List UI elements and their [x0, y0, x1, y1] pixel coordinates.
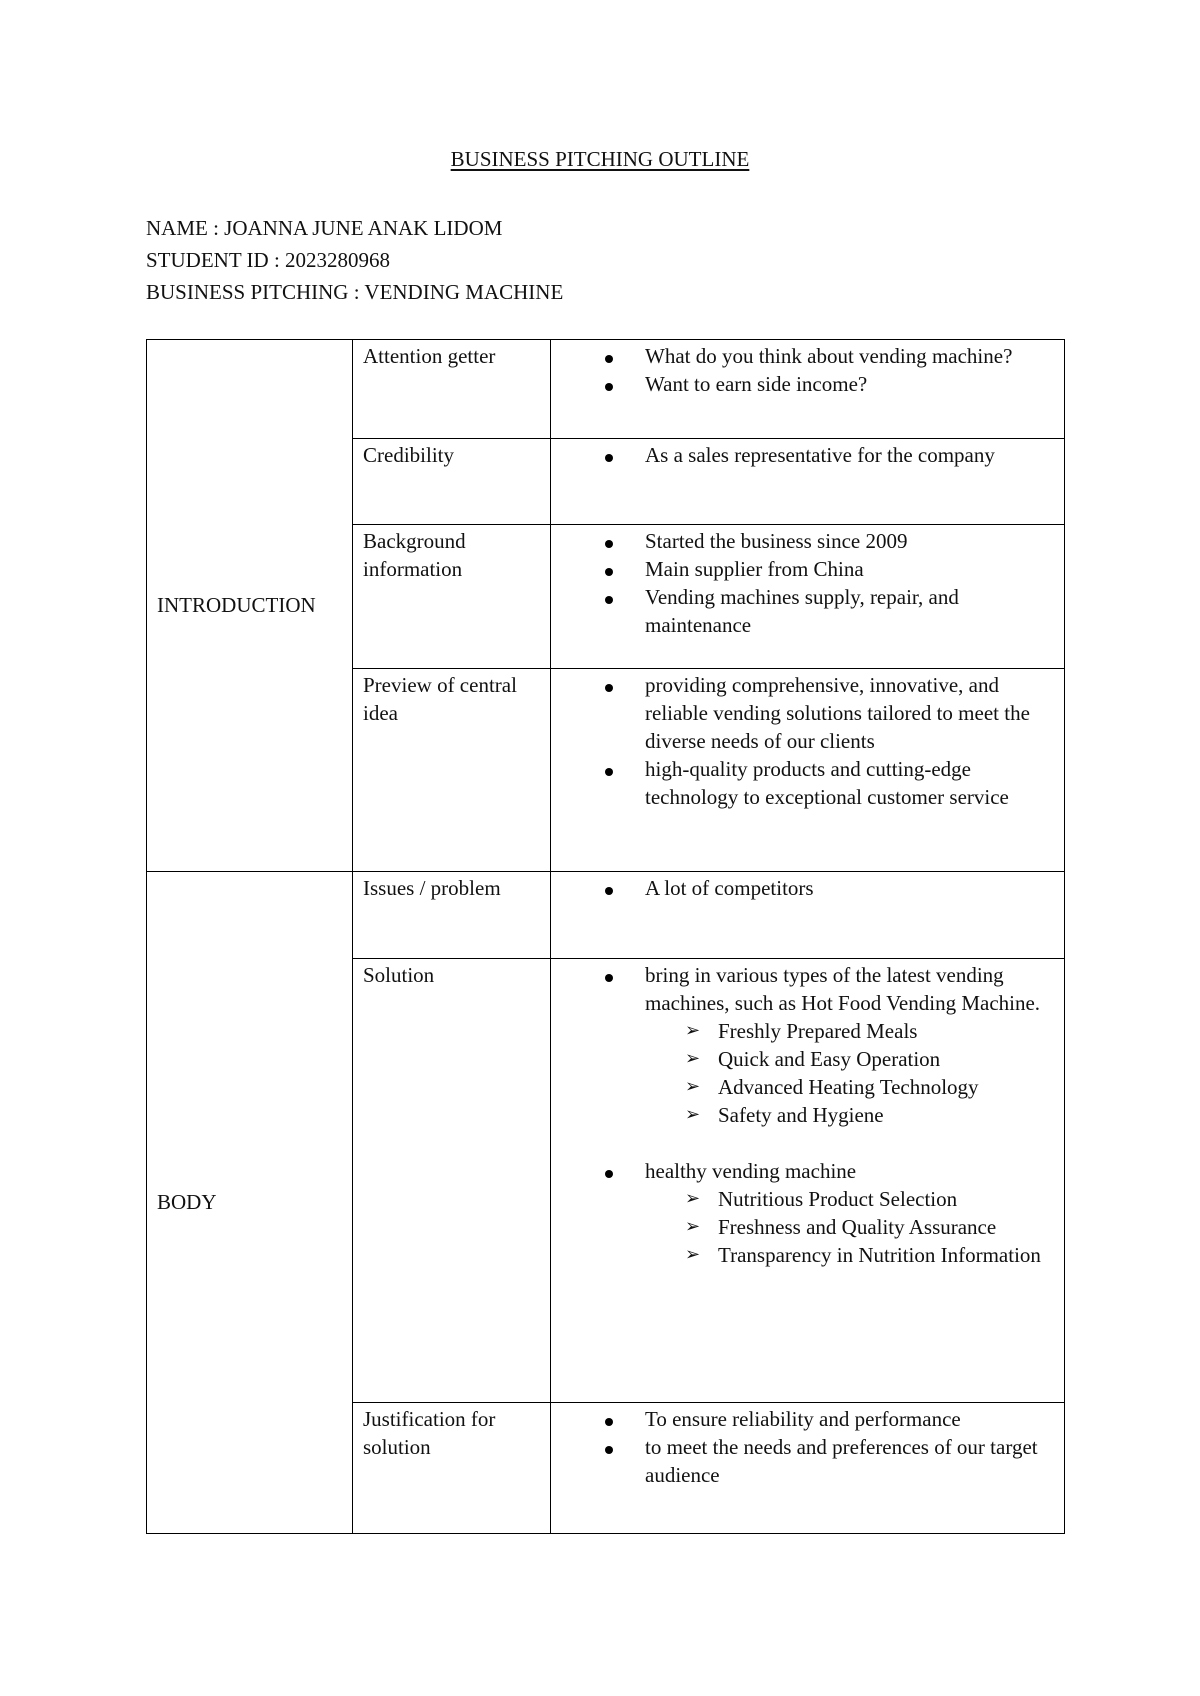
- content-solution: [551, 959, 1065, 1403]
- section-introduction: INTRODUCTION: [147, 340, 353, 872]
- student-info: [146, 212, 563, 308]
- row-issues-problem: [147, 872, 1065, 959]
- label-preview-central-idea: Preview of central idea: [353, 669, 551, 872]
- section-body: BODY: [147, 872, 353, 1534]
- arrow-bullet-icon: ➢: [685, 1104, 701, 1125]
- bullet-icon: [605, 684, 613, 692]
- list-item: high-quality products and cutting-edge technology to exceptional customer service: [561, 755, 1054, 811]
- arrow-bullet-icon: ➢: [685, 1048, 701, 1069]
- sub-list-item: ➢ Quick and Easy Operation: [685, 1047, 941, 1071]
- bullet-icon: [605, 355, 613, 363]
- list-item: bring in various types of the latest vending machines, such as Hot Food Vending Machine. ➢ Freshly Prepared Meals ➢ Quick and Easy Operation ➢ Advanced Heating Technology ➢ Safety and Hygiene: [561, 961, 1054, 1129]
- label-credibility: Credibility: [353, 439, 551, 525]
- sub-list-item: ➢ Freshly Prepared Meals: [685, 1019, 918, 1043]
- list-item: to meet the needs and preferences of our target audience: [561, 1433, 1054, 1489]
- list-item: providing comprehensive, innovative, and reliable vending solutions tailored to meet the diverse needs of our clients: [561, 671, 1054, 755]
- list-item: As a sales representative for the company: [561, 441, 1054, 469]
- arrow-bullet-icon: ➢: [685, 1216, 701, 1237]
- outline-table: [146, 339, 1065, 1534]
- content-issues-problem: [551, 872, 1065, 959]
- pitching-topic: BUSINESS PITCHING : VENDING MACHINE: [146, 280, 564, 304]
- sub-list-item: ➢ Transparency in Nutrition Information: [685, 1243, 1041, 1267]
- arrow-bullet-icon: ➢: [685, 1020, 701, 1041]
- content-preview-central-idea: [551, 669, 1065, 872]
- list-item: Started the business since 2009: [561, 527, 1054, 555]
- bullet-icon: [605, 454, 613, 462]
- label-attention-getter: Attention getter: [353, 340, 551, 439]
- row-attention-getter: [147, 340, 1065, 439]
- document-title-text: BUSINESS PITCHING OUTLINE: [450, 147, 750, 171]
- arrow-bullet-icon: ➢: [685, 1188, 701, 1209]
- label-background-information: Background information: [353, 525, 551, 669]
- list-item: Vending machines supply, repair, and maintenance: [561, 583, 1054, 639]
- bullet-icon: [605, 596, 613, 604]
- content-background-information: [551, 525, 1065, 669]
- spacer: [561, 1129, 1054, 1157]
- list-item: To ensure reliability and performance: [561, 1405, 1054, 1433]
- bullet-icon: [605, 540, 613, 548]
- list-item: Want to earn side income?: [561, 370, 1054, 398]
- content-credibility: [551, 439, 1065, 525]
- bullet-icon: [605, 383, 613, 391]
- student-name: NAME : JOANNA JUNE ANAK LIDOM: [146, 216, 503, 240]
- bullet-icon: [605, 1446, 613, 1454]
- arrow-bullet-icon: ➢: [685, 1244, 701, 1265]
- bullet-icon: [605, 887, 613, 895]
- sub-list-item: ➢ Advanced Heating Technology: [685, 1075, 979, 1099]
- bullet-icon: [605, 974, 613, 982]
- list-item: A lot of competitors: [561, 874, 1054, 902]
- list-item: Main supplier from China: [561, 555, 1054, 583]
- content-justification: [551, 1403, 1065, 1534]
- label-justification: Justification for solution: [353, 1403, 551, 1534]
- sub-list-item: ➢ Freshness and Quality Assurance: [685, 1215, 997, 1239]
- sub-list-item: ➢ Safety and Hygiene: [685, 1103, 884, 1127]
- document-title: [0, 146, 1200, 172]
- sub-list-item: ➢ Nutritious Product Selection: [685, 1187, 958, 1211]
- list-item: What do you think about vending machine?: [561, 342, 1054, 370]
- arrow-bullet-icon: ➢: [685, 1076, 701, 1097]
- bullet-icon: [605, 1170, 613, 1178]
- bullet-icon: [605, 768, 613, 776]
- label-issues-problem: Issues / problem: [353, 872, 551, 959]
- content-attention-getter: [551, 340, 1065, 439]
- list-item: healthy vending machine ➢ Nutritious Product Selection ➢ Freshness and Quality Assurance ➢ Transparency in Nutrition Information: [561, 1157, 1054, 1269]
- student-id: STUDENT ID : 2023280968: [146, 248, 391, 272]
- label-solution: Solution: [353, 959, 551, 1403]
- bullet-icon: [605, 568, 613, 576]
- bullet-icon: [605, 1418, 613, 1426]
